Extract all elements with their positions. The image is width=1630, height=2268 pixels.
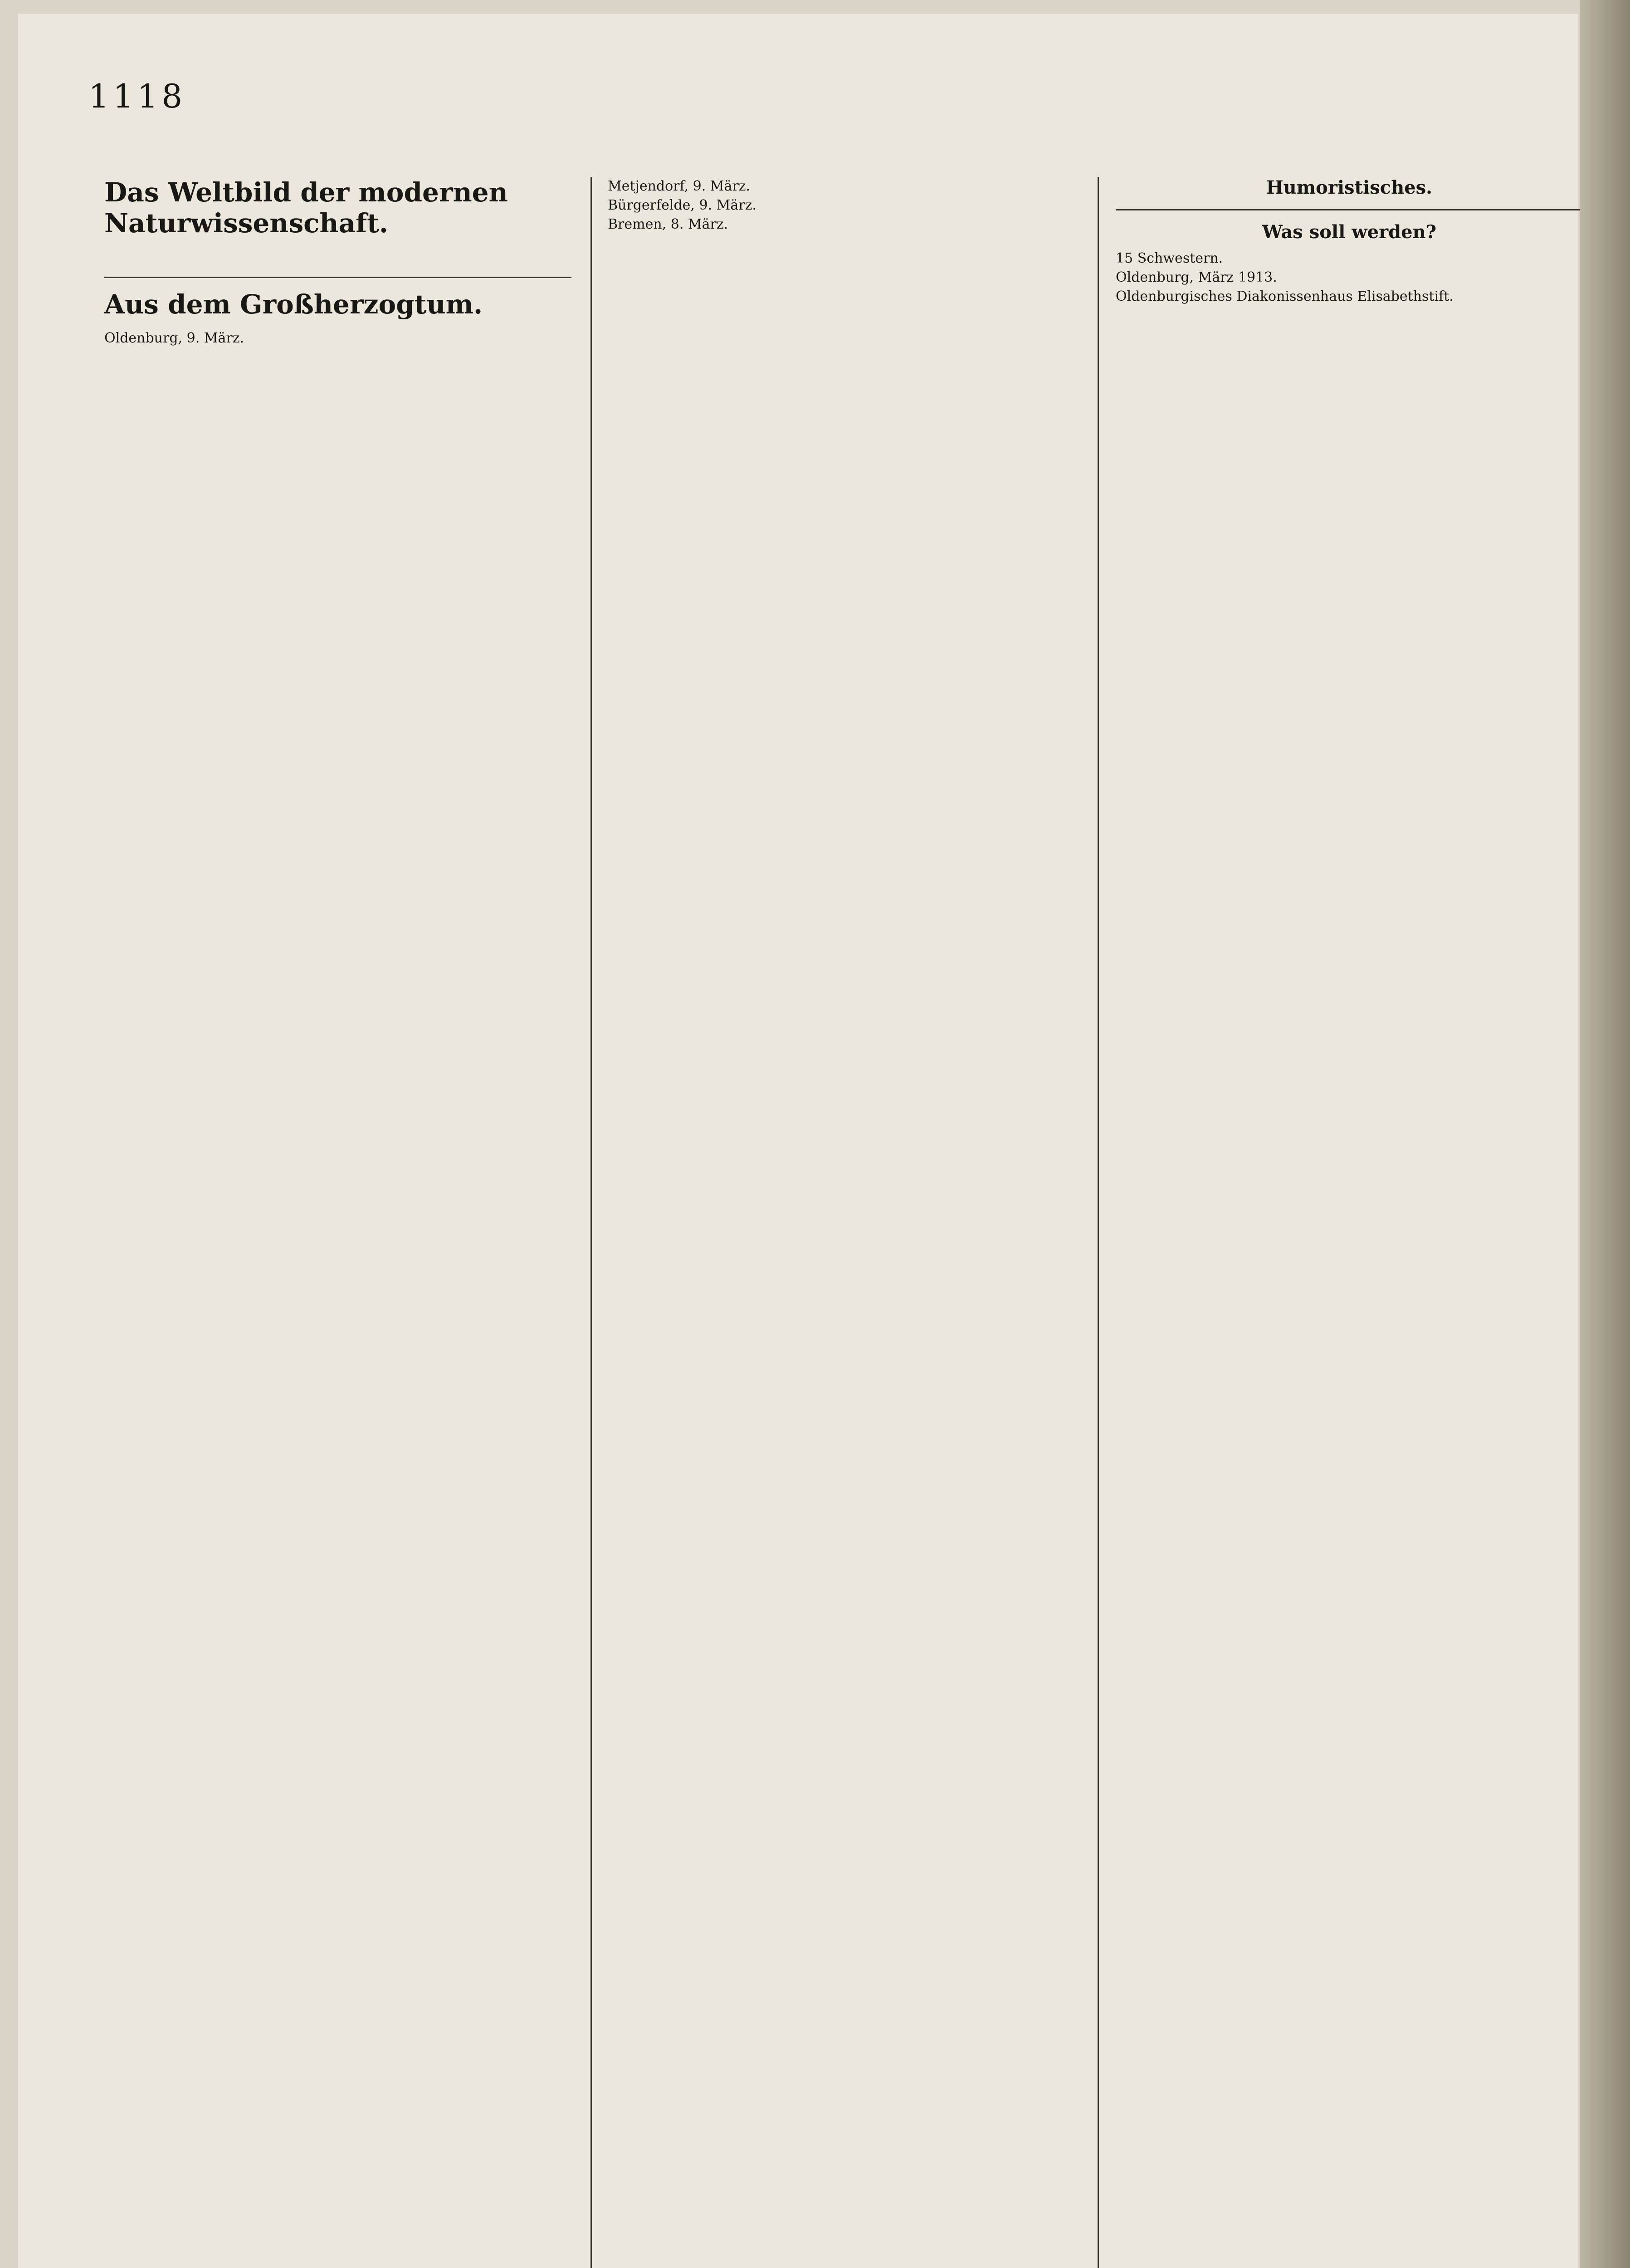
column-divider [591,177,592,2268]
article-heading: Das Weltbild der modernen Naturwissenschaft. [104,177,508,239]
section-heading: Was soll werden? [1262,221,1437,243]
article-body-illegible [104,248,571,266]
page-number: 1118 [88,77,186,115]
column-divider [1098,177,1099,2268]
signoff-count: 15 Schwestern. [1116,250,1223,266]
column-left [104,177,571,2268]
binding-edge [1580,0,1630,2268]
signoff-org: Oldenburgisches Diakonissenhaus Elisabethstift. [1116,288,1454,304]
newspaper-page [18,14,1578,2268]
dateline: Bürgerfelde, 9. März. [608,197,756,213]
section-divider [1116,209,1583,210]
section-heading: Humoristisches. [1266,177,1433,198]
column-right [1116,177,1583,2268]
section-heading: Aus dem Großherzogtum. [104,289,483,320]
column-middle [608,177,1075,2268]
dateline: Bremen, 8. März. [608,216,728,232]
section-divider [104,277,571,278]
dateline: Oldenburg, 9. März. [104,330,244,346]
signoff-place: Oldenburg, März 1913. [1116,269,1277,285]
dateline: Metjendorf, 9. März. [608,178,751,194]
